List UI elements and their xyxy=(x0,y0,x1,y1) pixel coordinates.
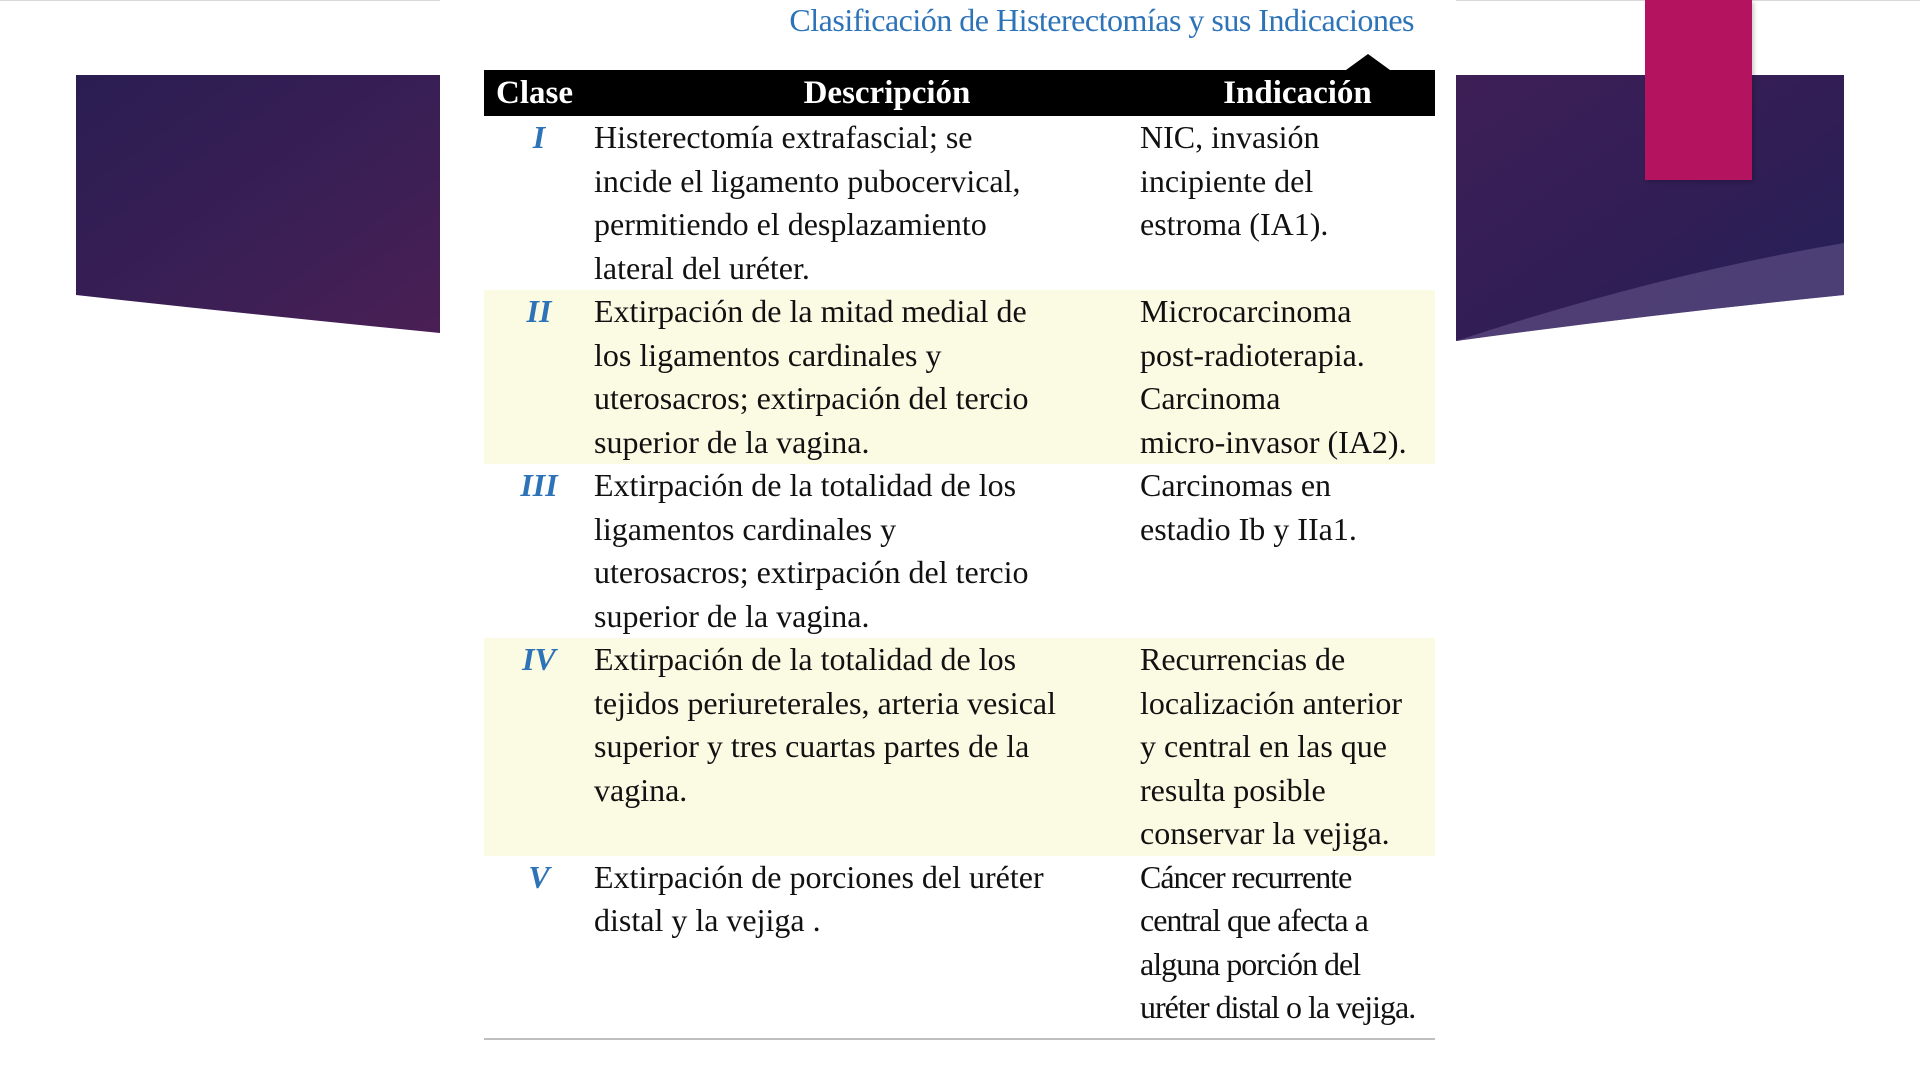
text-line: conservar la vejiga. xyxy=(1140,815,1390,851)
table-caption: Clasificación de Histerectomías y sus Indicaciones xyxy=(789,2,1414,38)
text-line: distal y la vejiga . xyxy=(594,902,821,938)
classification-table xyxy=(484,70,1435,1040)
top-divider-left xyxy=(0,0,440,1)
text-line: Microcarcinoma xyxy=(1140,293,1352,329)
text-line: incide el ligamento pubocervical, xyxy=(594,162,1021,199)
text-line: Extirpación de la mitad medial de xyxy=(594,293,1027,329)
text-line: ligamentos cardinales y xyxy=(594,510,897,547)
text-line: Extirpación de porciones del uréter xyxy=(594,858,1044,895)
text-line: central que afecta a xyxy=(1140,902,1368,938)
table-row xyxy=(484,638,1435,856)
text-line: resulta posible xyxy=(1140,771,1326,808)
table-bottom-rule xyxy=(484,1038,1435,1040)
row-indicacion xyxy=(1140,464,1435,638)
table-row xyxy=(484,290,1435,464)
text-line: alguna porción del xyxy=(1140,945,1361,982)
text-line: Recurrencias de xyxy=(1140,641,1346,677)
row-descripcion xyxy=(594,856,1140,1030)
text-line: uterosacros; extirpación del tercio xyxy=(594,380,1029,416)
text-line: vagina. xyxy=(594,771,688,808)
text-line: localización anterior xyxy=(1140,684,1403,721)
row-clase: IV xyxy=(522,641,556,677)
text-line: lateral del uréter. xyxy=(594,249,810,286)
text-line: Extirpación de la totalidad de los xyxy=(594,641,1017,677)
row-descripcion xyxy=(594,464,1140,638)
row-indicacion xyxy=(1140,116,1435,290)
header-clase: Clase xyxy=(496,74,573,111)
header-descripcion: Descripción xyxy=(803,74,971,111)
text-line: Histerectomía extrafascial; se xyxy=(594,119,973,155)
text-line: Extirpación de la totalidad de los xyxy=(594,467,1017,503)
table-row xyxy=(484,464,1435,638)
text-line: estadio Ib y IIa1. xyxy=(1140,510,1357,547)
text-line: y central en las que xyxy=(1140,728,1387,764)
table-header-row xyxy=(484,70,1435,116)
header-indicacion: Indicación xyxy=(1223,74,1372,111)
caption-pointer xyxy=(1346,54,1390,70)
row-clase: V xyxy=(528,858,550,895)
row-clase: III xyxy=(520,467,558,503)
row-clase: I xyxy=(532,119,546,155)
text-line: tejidos periureterales, arteria vesical xyxy=(594,684,1056,721)
row-descripcion xyxy=(594,638,1140,856)
table-row xyxy=(484,116,1435,290)
text-line: superior de la vagina. xyxy=(594,423,870,460)
table-row xyxy=(484,856,1435,1030)
row-descripcion xyxy=(594,290,1140,464)
text-line: incipiente del xyxy=(1140,162,1314,199)
decorative-band-left xyxy=(76,75,440,333)
row-indicacion xyxy=(1140,638,1435,856)
text-line: estroma (IA1). xyxy=(1140,206,1329,242)
text-line: micro-invasor (IA2). xyxy=(1140,423,1407,460)
text-line: Cáncer recurrente xyxy=(1140,858,1352,895)
text-line: superior de la vagina. xyxy=(594,597,870,634)
row-indicacion xyxy=(1140,856,1435,1030)
text-line: NIC, invasión xyxy=(1140,119,1320,155)
text-line: permitiendo el desplazamiento xyxy=(594,206,987,242)
text-line: uréter distal o la vejiga. xyxy=(1140,989,1416,1025)
text-line: Carcinomas en xyxy=(1140,467,1332,503)
text-line: superior y tres cuartas partes de la xyxy=(594,728,1030,764)
row-descripcion xyxy=(594,116,1140,290)
text-line: uterosacros; extirpación del tercio xyxy=(594,554,1029,590)
table-figure xyxy=(440,0,1456,1080)
text-line: los ligamentos cardinales y xyxy=(594,336,942,373)
text-line: post-radioterapia. xyxy=(1140,336,1365,373)
row-indicacion xyxy=(1140,290,1435,464)
row-clase: II xyxy=(526,293,552,329)
text-line: Carcinoma xyxy=(1140,380,1281,416)
accent-tab xyxy=(1645,0,1752,180)
